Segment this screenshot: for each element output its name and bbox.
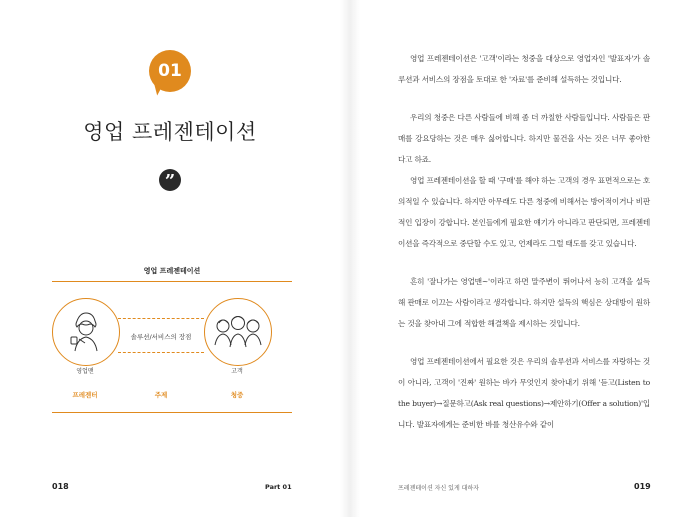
customers-illustration	[205, 299, 271, 365]
connector-dash-bottom	[118, 352, 204, 353]
salesperson-circle	[52, 298, 120, 366]
body-text	[398, 48, 650, 435]
diagram-rule-bottom	[52, 412, 292, 413]
paragraph: 흔히 '잘나가는 영업맨~'이라고 하면 말주변이 뛰어나서 능히 고객을 설득해 판매로 이끄는 사람이라고 생각합니다. 하지만 설득의 핵심은 상대방이 원하는 것을 찾아내 그에 적합한 해결책을 제시하는 것입니다.	[398, 277, 650, 328]
footer-label-presenter: 프레젠터	[72, 391, 98, 399]
connector-dash-top	[118, 318, 204, 319]
running-head: 프레젠테이션 자신 있게 대하자	[398, 485, 480, 492]
paragraph: 영업 프레젠테이션에서 필요한 것은 우리의 솔루션과 서비스를 자랑하는 것이 아니라, 고객이 '진짜' 원하는 바가 무엇인지 찾아내기 위해 '듣고(Listen to the buyer)→질문하고(Ask real questions)→제안하기(Offer a solution)'입니다. 발표자에게는 준비한 바를 청산유수와 같이	[398, 357, 650, 429]
paragraph: 영업 프레젠테이션을 할 때 '구매'를 해야 하는 고객의 경우 표면적으로는 호의적일 수 있습니다. 하지만 아무래도 다른 청중에 비해서는 방어적이거나 비판적인 입장이 강합니다. 본인들에게 필요한 얘기가 아니라고 판단되면, 프레젠테이션을 즉각적으로 중단할 수도 있고, 언제라도 그럴 태도를 갖고 있습니다.	[398, 176, 650, 248]
quote-icon: ”	[159, 169, 181, 191]
presentation-diagram	[52, 262, 292, 412]
paragraph: 우리의 청중은 다른 사람들에 비해 좀 더 까칠한 사람들입니다. 사람들은 판매를 강요당하는 것은 매우 싫어합니다. 하지만 물건을 사는 것은 너무 좋아한다고 하죠.	[398, 113, 650, 164]
footer-label-topic: 주제	[154, 391, 168, 399]
page-number-right: 019	[634, 482, 651, 491]
salesperson-caption: 영업맨	[76, 368, 94, 375]
salesperson-illustration	[53, 299, 119, 365]
badge-tail	[151, 83, 163, 96]
part-label: Part 01	[265, 483, 292, 491]
page-number-left: 018	[52, 482, 69, 491]
book-gutter	[340, 0, 360, 517]
chapter-title: 영업 프레젠테이션	[83, 120, 257, 144]
customer-caption: 고객	[231, 368, 243, 375]
right-page	[350, 0, 700, 517]
paragraph: 영업 프레젠테이션은 '고객'이라는 청중을 대상으로 영업자인 '발표자'가 솔루션과 서비스의 장점을 토대로 한 '자료'를 준비해 설득하는 것입니다.	[398, 54, 650, 84]
diagram-rule-top	[52, 281, 292, 282]
footer-label-audience: 청중	[230, 391, 244, 399]
chapter-number: 01	[158, 61, 182, 81]
diagram-title: 영업 프레젠테이션	[143, 267, 201, 275]
customer-circle	[204, 298, 272, 366]
diagram-center-label: 솔루션/서비스의 장점	[130, 333, 192, 341]
